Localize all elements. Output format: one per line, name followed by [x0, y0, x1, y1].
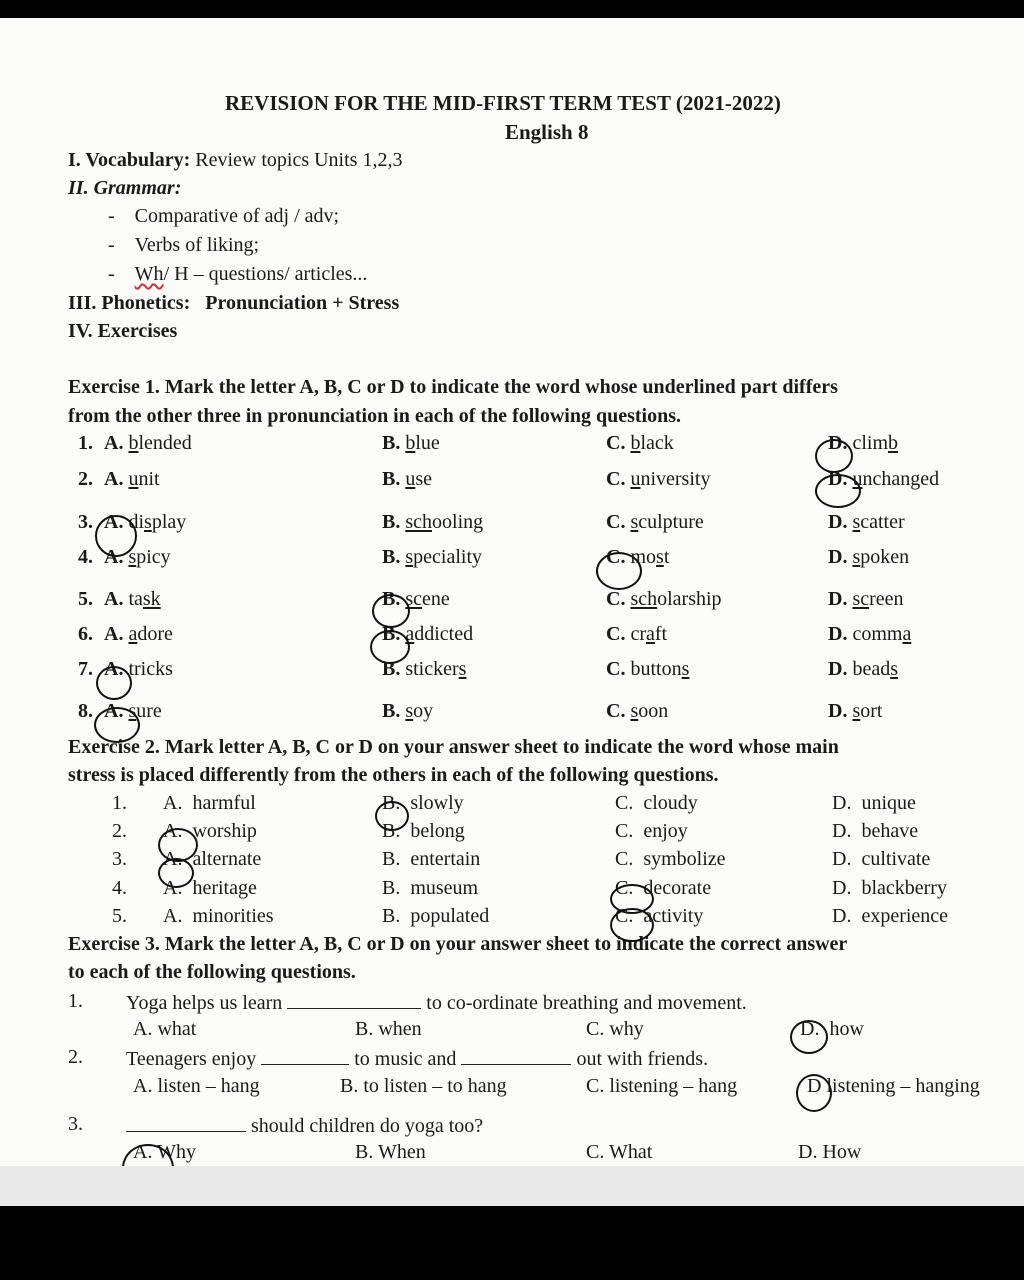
- option: [382, 792, 464, 815]
- option: [163, 848, 261, 871]
- option-letter: D.: [828, 432, 848, 454]
- underlined-part: s: [852, 511, 861, 533]
- option-letter: A.: [104, 432, 124, 454]
- option-letter: D.: [828, 623, 848, 645]
- option-letter: C.: [606, 511, 626, 533]
- option-text: button: [630, 658, 682, 680]
- option-letter: C.: [606, 468, 626, 490]
- option-text: picy: [136, 546, 171, 568]
- option-text: peciality: [413, 546, 482, 568]
- option-letter: C.: [615, 877, 634, 899]
- option-text: play: [151, 511, 187, 533]
- underlined-part: s: [656, 546, 664, 568]
- option: [606, 511, 704, 534]
- option: [382, 588, 450, 611]
- underlined-part: sk: [142, 588, 161, 610]
- option-letter: B.: [382, 432, 401, 454]
- option-text: tricks: [128, 658, 173, 680]
- option: [382, 623, 473, 646]
- option-letter: D.: [832, 792, 852, 814]
- option: [382, 905, 489, 928]
- option-letter: A.: [163, 848, 183, 870]
- option-text: ooling: [432, 511, 484, 533]
- grammar-item: - Wh/ H – questions/ articles...: [108, 263, 368, 285]
- option: [104, 468, 160, 491]
- option-letter: C.: [606, 658, 626, 680]
- option-letter: B.: [382, 658, 401, 680]
- option-letter: D.: [832, 877, 852, 899]
- option-text: ft: [654, 623, 668, 645]
- option-text: decorate: [643, 877, 712, 899]
- option-letter: A.: [104, 700, 124, 722]
- option-letter: C.: [615, 792, 634, 814]
- option-letter: A.: [163, 820, 183, 842]
- option-letter: D.: [832, 848, 852, 870]
- exercise1-heading: Exercise 1. Mark the letter A, B, C or D to indicate the word whose underlined part differs: [68, 376, 838, 398]
- underlined-part: s: [128, 700, 137, 722]
- option-text: nchanged: [862, 468, 940, 490]
- option-text: dore: [137, 623, 173, 645]
- question-number: 3.: [112, 848, 127, 870]
- option: [606, 700, 668, 723]
- underlined-part: a: [646, 623, 655, 645]
- option-text: enjoy: [643, 820, 688, 842]
- option: [163, 877, 257, 900]
- option-text: comm: [852, 623, 903, 645]
- underlined-part: s: [630, 511, 639, 533]
- option-text: catter: [860, 511, 905, 533]
- option-text: populated: [410, 905, 490, 927]
- option-text: lue: [415, 432, 440, 454]
- option: [104, 700, 162, 723]
- option-letter: B.: [382, 468, 401, 490]
- option: C. why: [586, 1018, 644, 1040]
- underlined-part: u: [852, 468, 863, 490]
- exercise3-question-number: 3.: [68, 1113, 83, 1135]
- option: [606, 623, 667, 646]
- option: [382, 511, 483, 534]
- option: [615, 820, 688, 843]
- option-text: ort: [860, 700, 883, 722]
- option-letter: A.: [104, 658, 124, 680]
- option-letter: B.: [382, 623, 401, 645]
- option-text: lended: [138, 432, 192, 454]
- option-text: ure: [136, 700, 162, 722]
- document-page: [0, 18, 1024, 1166]
- phonetics-text: Pronunciation + Stress: [205, 292, 400, 314]
- option-text: poken: [860, 546, 910, 568]
- phonetics-line: [68, 292, 399, 315]
- underlined-part: s: [405, 700, 414, 722]
- vocabulary-label: I. Vocabulary:: [68, 149, 191, 171]
- option-text: cultivate: [861, 848, 931, 870]
- exercise3-heading: Exercise 3. Mark the letter A, B, C or D on your answer sheet to indicate the correct answer: [68, 933, 848, 955]
- underlined-part: sch: [405, 511, 433, 533]
- answer-blank: [261, 1046, 349, 1065]
- exercise3-question-stem: should children do yoga too?: [126, 1113, 483, 1138]
- option-letter: D.: [828, 468, 848, 490]
- grammar-label: II. Grammar:: [68, 177, 182, 199]
- option-letter: D.: [828, 546, 848, 568]
- option-text: experience: [861, 905, 949, 927]
- underlined-part: b: [128, 432, 139, 454]
- option-letter: D.: [828, 700, 848, 722]
- option-text: bead: [852, 658, 891, 680]
- page-footer-strip: [0, 1166, 1024, 1206]
- option: [606, 546, 669, 569]
- option: A. listen – hang: [133, 1075, 260, 1097]
- option-text: t: [663, 546, 670, 568]
- option-text: oy: [413, 700, 434, 722]
- question-number: 5.: [112, 905, 127, 927]
- option-text: alternate: [192, 848, 262, 870]
- question-number: 4.: [112, 877, 127, 899]
- option: D. how: [800, 1018, 864, 1040]
- option-letter: C.: [606, 588, 626, 610]
- question-number: 4.: [78, 546, 93, 568]
- option: [382, 546, 482, 569]
- option: [832, 792, 916, 815]
- option: [606, 432, 674, 455]
- vocabulary-text: Review topics Units 1,2,3: [195, 149, 403, 171]
- option: [828, 700, 882, 723]
- option: [832, 905, 948, 928]
- question-number: 3.: [78, 511, 93, 533]
- option-text: heritage: [192, 877, 257, 899]
- question-number: 1.: [112, 792, 127, 814]
- option-text: behave: [861, 820, 919, 842]
- option-letter: C.: [606, 623, 626, 645]
- option-text: cr: [630, 623, 646, 645]
- option-letter: D.: [832, 905, 852, 927]
- option-letter: B.: [382, 546, 401, 568]
- option: [382, 700, 433, 723]
- option-letter: C.: [606, 546, 626, 568]
- option-text: mo: [630, 546, 657, 568]
- option: [828, 546, 909, 569]
- option-letter: B.: [382, 588, 401, 610]
- option-letter: A.: [163, 877, 183, 899]
- exercise1-heading: from the other three in pronunciation in each of the following questions.: [68, 405, 681, 427]
- option-letter: A.: [163, 905, 183, 927]
- option: B. to listen – to hang: [340, 1075, 507, 1097]
- underlined-part: s: [890, 658, 899, 680]
- option: [828, 511, 905, 534]
- option-letter: C.: [615, 848, 634, 870]
- answer-blank: [126, 1113, 246, 1132]
- option-letter: B.: [382, 511, 401, 533]
- underlined-part: sch: [630, 588, 658, 610]
- underlined-part: b: [630, 432, 641, 454]
- option-letter: C.: [606, 700, 626, 722]
- option-text: clim: [852, 432, 888, 454]
- underlined-part: s: [144, 511, 152, 533]
- underlined-part: a: [902, 623, 912, 645]
- option: [382, 820, 465, 843]
- option: A. what: [133, 1018, 197, 1040]
- exercise3-question-stem: Yoga helps us learn to co-ordinate breathing and movement.: [126, 992, 747, 1014]
- option-text: niversity: [640, 468, 711, 490]
- option: [828, 468, 939, 491]
- option-letter: D.: [828, 511, 848, 533]
- option: B. When: [355, 1141, 426, 1163]
- underlined-part: s: [128, 546, 137, 568]
- option-letter: D.: [828, 658, 848, 680]
- option-text: museum: [410, 877, 479, 899]
- option: [828, 623, 911, 646]
- option-text: olarship: [657, 588, 722, 610]
- exercise2-heading: stress is placed differently from the others in each of the following questions.: [68, 764, 719, 786]
- option: A. Why: [133, 1141, 196, 1163]
- phonetics-label: III. Phonetics:: [68, 292, 191, 314]
- option: [615, 905, 703, 928]
- option-text: oon: [638, 700, 669, 722]
- option-text: slowly: [410, 792, 464, 814]
- option: [104, 623, 173, 646]
- option-letter: B.: [382, 877, 401, 899]
- option-text: entertain: [410, 848, 481, 870]
- option-text: cloudy: [643, 792, 698, 814]
- exercise3-question-number: 2.: [68, 1046, 83, 1068]
- option-text: se: [415, 468, 433, 490]
- question-number: 7.: [78, 658, 93, 680]
- option: [828, 658, 898, 681]
- option-text: belong: [410, 820, 465, 842]
- question-number: 8.: [78, 700, 93, 722]
- underlined-part: s: [681, 658, 690, 680]
- underlined-part: u: [630, 468, 641, 490]
- exercises-label: IV. Exercises: [68, 320, 178, 342]
- option-letter: A.: [104, 623, 124, 645]
- option: [163, 792, 256, 815]
- option: [615, 877, 711, 900]
- option-text: harmful: [192, 792, 256, 814]
- option-text: ddicted: [414, 623, 474, 645]
- option: [382, 848, 480, 871]
- underlined-part: u: [128, 468, 139, 490]
- option-letter: D.: [828, 588, 848, 610]
- option-letter: B.: [382, 700, 401, 722]
- exercise3-question-stem: Teenagers enjoy to music and out with friends.: [126, 1048, 709, 1070]
- option-letter: A.: [104, 511, 124, 533]
- underlined-part: a: [128, 623, 138, 645]
- option: [615, 848, 726, 871]
- option-letter: B.: [382, 905, 401, 927]
- question-number: 5.: [78, 588, 93, 610]
- option-letter: B.: [382, 792, 401, 814]
- option-letter: A.: [104, 588, 124, 610]
- option: [104, 658, 173, 681]
- answer-blank: [461, 1046, 571, 1065]
- question-number: 2.: [78, 468, 93, 490]
- question-number: 1.: [78, 432, 93, 454]
- underlined-part: sc: [852, 588, 870, 610]
- option-text: di: [128, 511, 145, 533]
- option: [606, 468, 710, 491]
- underlined-part: s: [630, 700, 639, 722]
- option: [382, 658, 466, 681]
- option: [828, 432, 898, 455]
- question-number: 2.: [112, 820, 127, 842]
- option-text: activity: [643, 905, 704, 927]
- option-text: symbolize: [643, 848, 726, 870]
- option: [104, 546, 171, 569]
- option-letter: C.: [606, 432, 626, 454]
- option-text: worship: [192, 820, 257, 842]
- option: [104, 432, 192, 455]
- option: [832, 877, 947, 900]
- option-text: blackberry: [861, 877, 947, 899]
- underlined-part: s: [458, 658, 467, 680]
- option: [615, 792, 698, 815]
- option: [163, 905, 274, 928]
- exercise2-heading: Exercise 2. Mark letter A, B, C or D on your answer sheet to indicate the word whose main: [68, 736, 839, 758]
- option-text: lack: [640, 432, 674, 454]
- option: [163, 820, 257, 843]
- option-letter: C.: [615, 820, 634, 842]
- option-letter: D.: [832, 820, 852, 842]
- option: [606, 588, 722, 611]
- option: C. listening – hang: [586, 1075, 738, 1097]
- option: B. when: [355, 1018, 422, 1040]
- option-text: sticker: [405, 658, 459, 680]
- option: [828, 588, 904, 611]
- option: [382, 432, 440, 455]
- underlined-part: sc: [405, 588, 423, 610]
- vocabulary-line: [68, 149, 402, 172]
- option: D. How: [798, 1141, 862, 1163]
- option: C. What: [586, 1141, 653, 1163]
- option: [104, 511, 186, 534]
- option-letter: B.: [382, 820, 401, 842]
- exercise3-question-number: 1.: [68, 990, 83, 1012]
- option: [382, 877, 478, 900]
- option-letter: B.: [382, 848, 401, 870]
- grammar-item: - Comparative of adj / adv;: [108, 205, 340, 227]
- document-title: REVISION FOR THE MID-FIRST TERM TEST (2021-2022): [225, 91, 781, 115]
- underlined-part: a: [405, 623, 415, 645]
- grammar-item: - Verbs of liking;: [108, 234, 260, 256]
- option: [832, 820, 918, 843]
- underlined-part: b: [405, 432, 416, 454]
- option: [382, 468, 432, 491]
- option: D listening – hanging: [807, 1075, 980, 1097]
- underlined-part: s: [852, 546, 861, 568]
- option-text: unique: [861, 792, 916, 814]
- option-text: ta: [128, 588, 143, 610]
- option-text: culpture: [638, 511, 704, 533]
- question-number: 6.: [78, 623, 93, 645]
- option-text: minorities: [192, 905, 274, 927]
- option-text: nit: [138, 468, 160, 490]
- underlined-part: b: [888, 432, 898, 454]
- option-letter: A.: [104, 468, 124, 490]
- option: [104, 588, 161, 611]
- exercise3-heading: to each of the following questions.: [68, 961, 356, 983]
- option-text: reen: [869, 588, 904, 610]
- answer-blank: [287, 990, 421, 1009]
- underlined-part: u: [405, 468, 416, 490]
- option-letter: A.: [163, 792, 183, 814]
- option: [606, 658, 689, 681]
- underlined-part: s: [405, 546, 414, 568]
- option-text: ene: [422, 588, 450, 610]
- option: [832, 848, 930, 871]
- underlined-part: s: [852, 700, 861, 722]
- option-letter: C.: [615, 905, 634, 927]
- option-letter: A.: [104, 546, 124, 568]
- document-subtitle: English 8: [505, 120, 589, 144]
